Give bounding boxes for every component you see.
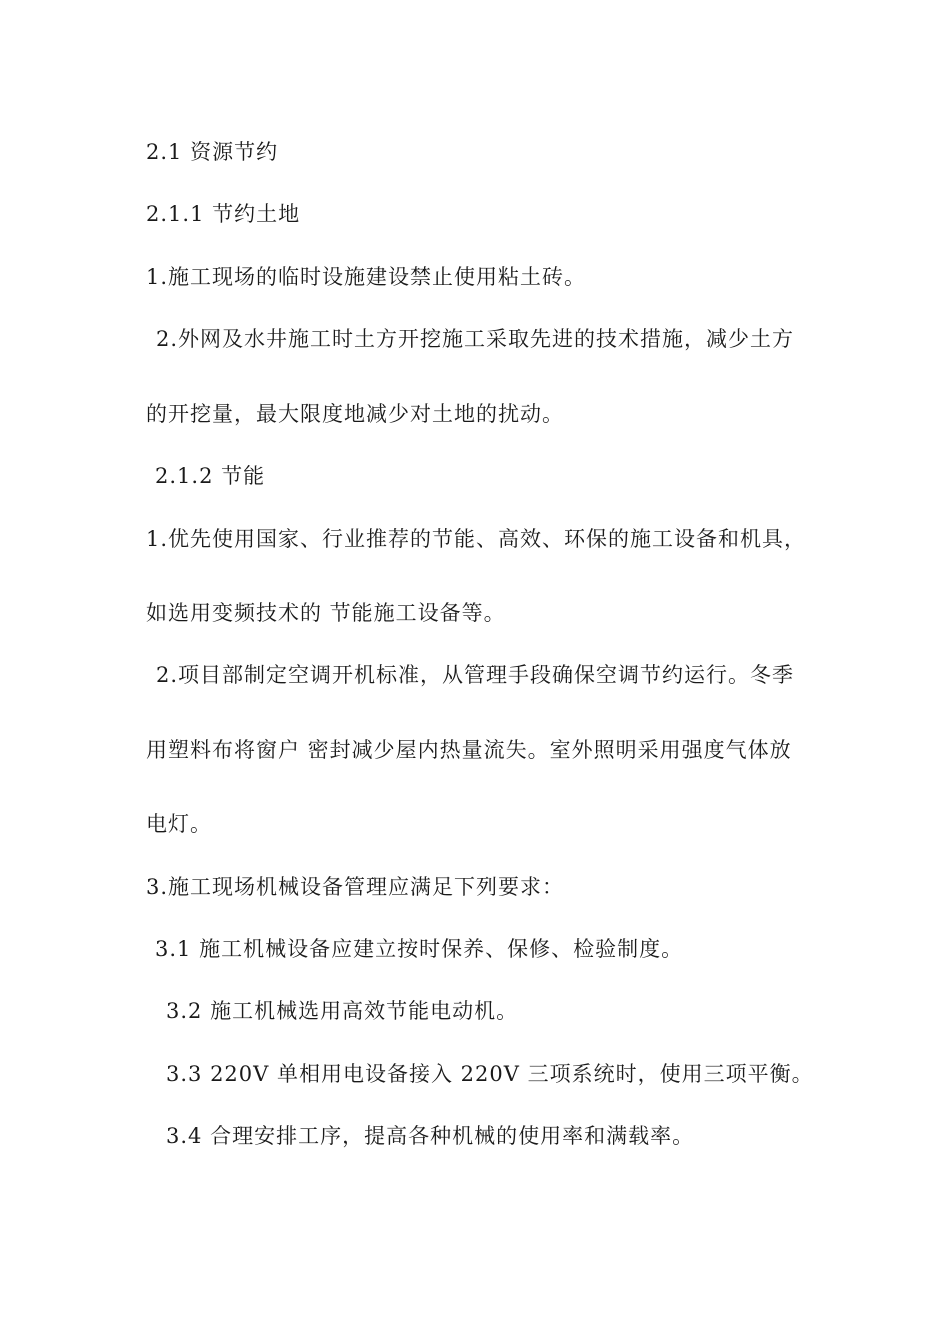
paragraph-line: 2.项目部制定空调开机标准，从管理手段确保空调节约运行。冬季	[156, 663, 795, 687]
paragraph-line: 如选用变频技术的 节能施工设备等。	[146, 601, 506, 625]
list-item: 3.1 施工机械设备应建立按时保养、保修、检验制度。	[155, 937, 684, 961]
paragraph-line: 1.施工现场的临时设施建设禁止使用粘土砖。	[146, 265, 587, 289]
paragraph-line: 2.外网及水井施工时土方开挖施工采取先进的技术措施，减少土方	[156, 327, 795, 351]
list-item: 3.3 220V 单相用电设备接入 220V 三项系统时，使用三项平衡。	[166, 1062, 814, 1086]
paragraph-line: 3.施工现场机械设备管理应满足下列要求：	[146, 875, 565, 899]
section-heading-2-1: 2.1 资源节约	[146, 140, 279, 164]
paragraph-line: 的开挖量，最大限度地减少对土地的扰动。	[146, 402, 564, 426]
paragraph-line: 用塑料布将窗户 密封减少屋内热量流失。室外照明采用强度气体放	[146, 738, 792, 762]
list-item: 3.2 施工机械选用高效节能电动机。	[166, 999, 519, 1023]
subsection-heading-2-1-1: 2.1.1 节约土地	[146, 202, 301, 226]
paragraph-line: 电灯。	[146, 812, 212, 836]
subsection-heading-2-1-2: 2.1.2 节能	[155, 464, 266, 488]
paragraph-line: 1.优先使用国家、行业推荐的节能、高效、环保的施工设备和机具，	[146, 527, 807, 551]
list-item: 3.4 合理安排工序，提高各种机械的使用率和满载率。	[166, 1124, 695, 1148]
